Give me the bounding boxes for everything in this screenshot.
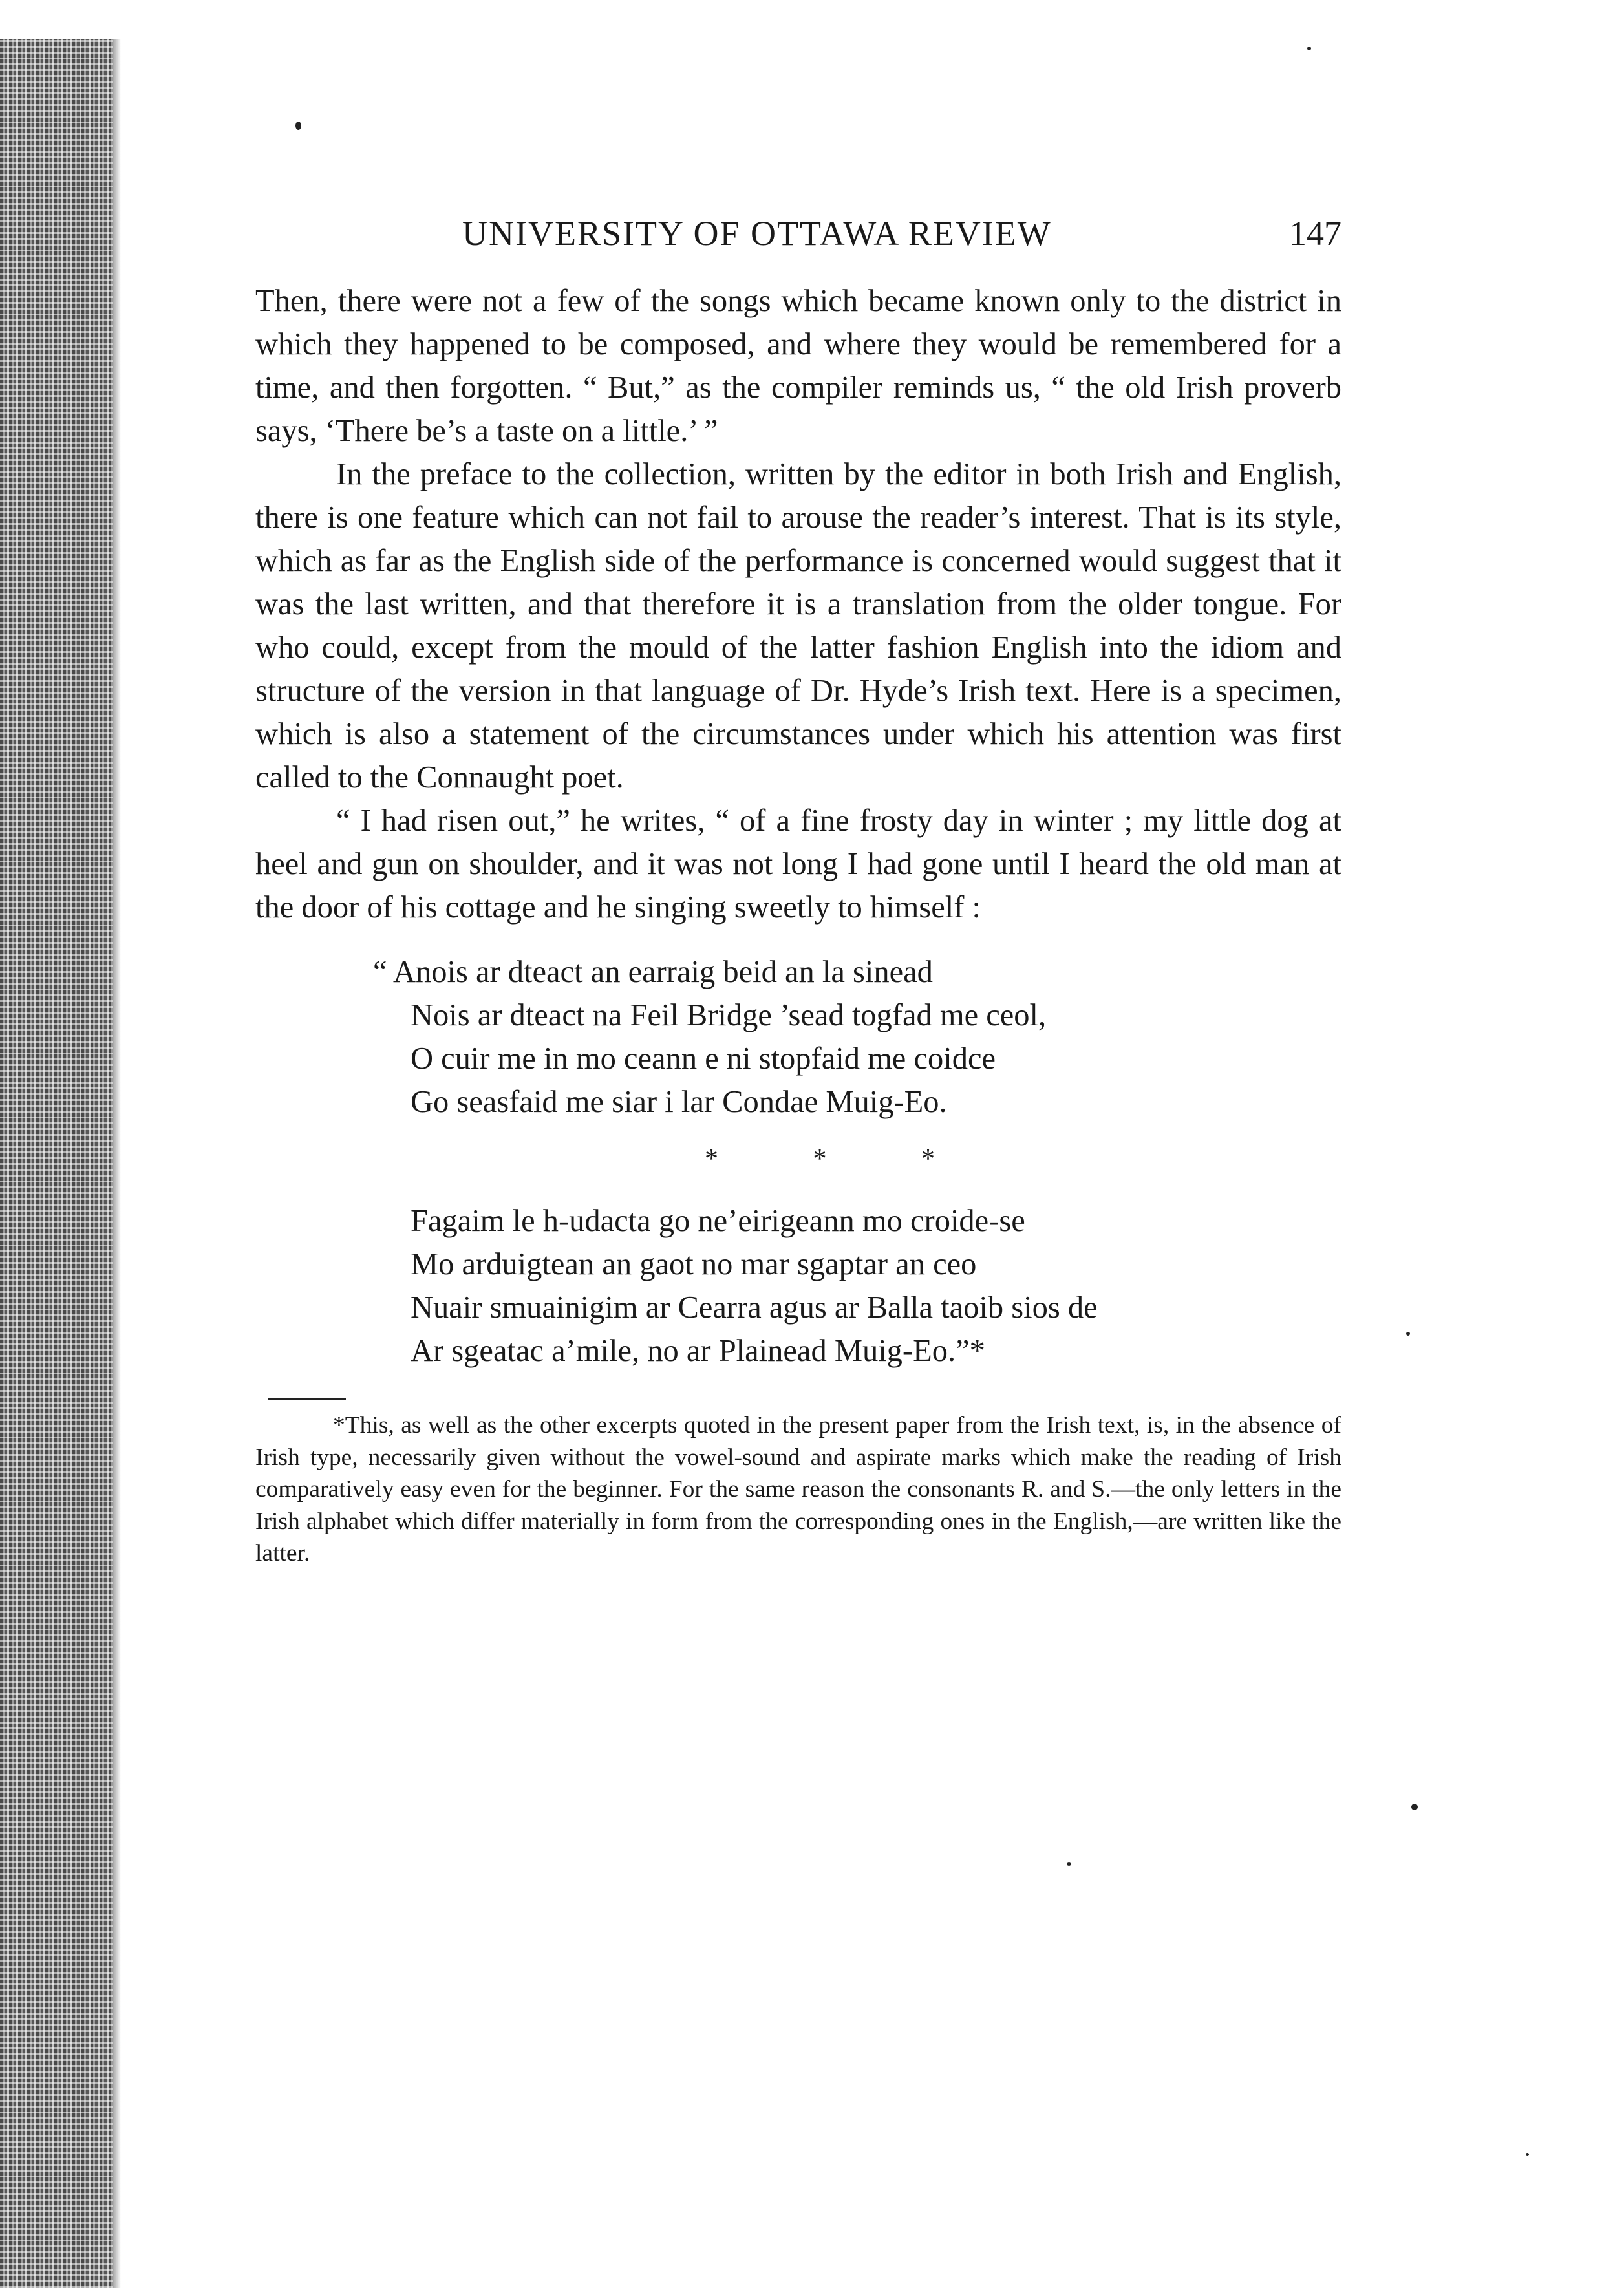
- ink-speck: [1411, 1804, 1418, 1810]
- paragraph: Then, there were not a few of the songs which became known only to the district in which they happened to be composed, and where they would be remembered for a time, and then forgotten. “ But,” as the compiler reminds us, “ the old Irish proverb says, ‘There be’s a taste on a little.’ ”: [255, 284, 1341, 448]
- ink-speck: [1406, 1332, 1410, 1336]
- verse-line: Nois ar dteact na Feil Bridge ’sead togfad me ceol,: [411, 998, 1047, 1032]
- page-number: 147: [1289, 214, 1341, 253]
- ink-speck: [1067, 1862, 1071, 1866]
- running-head: [255, 213, 1341, 265]
- verse-line: “ Anois ar dteact an earraig beid an la sinead: [373, 955, 933, 989]
- paragraph: In the preface to the collection, written by the editor in both Irish and English, there is one feature which can not fail to arouse the reader’s interest. That is its style, which as far as the English side of the performance is concerned would suggest that it was the last written, and that therefore it is a translation from the older tongue. For who could, except from the mould of the latter fashion English into the idiom and structure of the version in that language of Dr. Hyde’s Irish text. Here is a specimen, which is also a statement of the circumstances under which his attention was first called to the Connaught poet.: [255, 457, 1341, 795]
- verse-line: Go seasfaid me siar i lar Condae Muig-Eo.: [411, 1085, 947, 1119]
- ink-speck: [1526, 2153, 1529, 2156]
- verse-line: O cuir me in mo ceann e ni stopfaid me coidce: [411, 1042, 996, 1076]
- verse-line: Fagaim le h-udacta go ne’eirigeann mo croide-se: [411, 1204, 1025, 1238]
- page-body: [255, 279, 1341, 1570]
- verse-stanza-2: [255, 1199, 1341, 1373]
- verse-line: Ar sgeatac a’mile, no ar Plainead Muig-Eo.”*: [411, 1334, 985, 1368]
- paragraph: “ I had risen out,” he writes, “ of a fine frosty day in winter ; my little dog at heel and gun on shoulder, and it was not long I had gone until I heard the old man at the door of his cottage and he singing sweetly to himself :: [255, 804, 1341, 925]
- footnote-rule: [268, 1398, 346, 1400]
- book-binding-edge: [0, 39, 113, 2288]
- running-title: UNIVERSITY OF OTTAWA REVIEW: [462, 214, 1052, 253]
- binding-shadow: [113, 39, 121, 2288]
- verse-stanza-1: [255, 950, 1341, 1124]
- verse-line: Nuair smuainigim ar Cearra agus ar Balla taoib sios de: [411, 1290, 1098, 1325]
- section-separator: * * *: [705, 1144, 979, 1174]
- footnote: *This, as well as the other excerpts quoted in the present paper from the Irish text, is, in the absence of Irish type, necessarily given without the vowel-sound and aspirate marks which make the reading of Irish comparatively easy even for the beginner. For the same reason the consonants R. and S.—the only letters in the Irish alphabet which differ materially in form from the corresponding ones in the English,—are written like the latter.: [255, 1412, 1341, 1566]
- ink-speck: [295, 122, 301, 130]
- verse-line: Mo arduigtean an gaot no mar sgaptar an ceo: [411, 1247, 977, 1281]
- ink-speck: [1307, 47, 1311, 50]
